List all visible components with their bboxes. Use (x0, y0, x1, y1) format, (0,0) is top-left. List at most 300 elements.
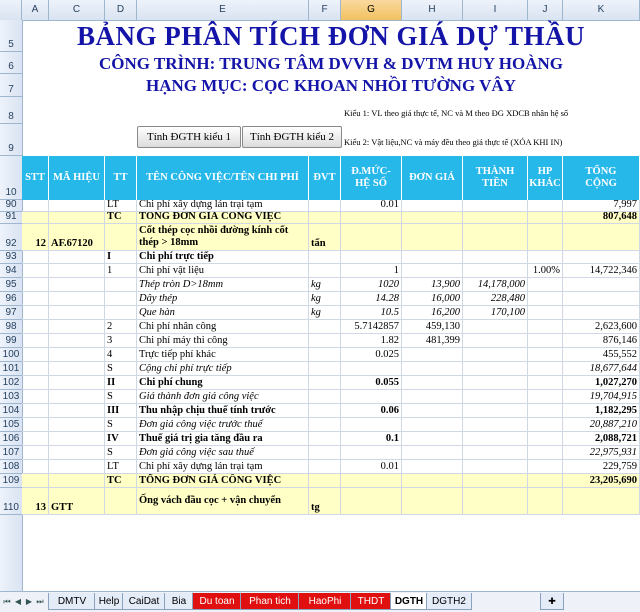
cell-dm[interactable]: 14.28 (341, 292, 402, 306)
cell-tt[interactable] (105, 488, 137, 515)
cell-stt[interactable] (22, 432, 49, 446)
cell-ma[interactable] (49, 432, 105, 446)
cell-tien[interactable]: 228,480 (463, 292, 528, 306)
project-name[interactable]: CÔNG TRÌNH: TRUNG TÂM DVVH & DVTM HUY HOÀNG (98, 54, 564, 73)
cell-ma[interactable] (49, 278, 105, 292)
cell-tong[interactable] (563, 224, 640, 251)
cell-dg[interactable]: 16,200 (402, 306, 463, 320)
cell-dm[interactable] (341, 488, 402, 515)
cell-stt[interactable] (22, 460, 49, 474)
row-header[interactable]: 96 (0, 292, 22, 306)
cell-dg[interactable] (402, 212, 463, 224)
cell-hp[interactable] (528, 278, 563, 292)
row-header[interactable]: 104 (0, 404, 22, 418)
select-all-corner[interactable] (0, 0, 22, 20)
cell-dm[interactable]: 0.025 (341, 348, 402, 362)
cell-tien[interactable] (463, 460, 528, 474)
cell-dvt[interactable]: kg (309, 278, 341, 292)
cell-tt[interactable]: LT (105, 460, 137, 474)
cell-dvt[interactable] (309, 251, 341, 264)
cell-dm[interactable]: 1.82 (341, 334, 402, 348)
cell-tien[interactable]: 170,100 (463, 306, 528, 320)
row-header[interactable]: 9 (0, 124, 22, 156)
cell-name[interactable]: Dây thép (137, 292, 309, 306)
cell-hp[interactable] (528, 404, 563, 418)
table-row (22, 488, 640, 515)
cell-dg[interactable] (402, 446, 463, 460)
cell-dm[interactable]: 0.01 (341, 200, 402, 212)
calc-type2-note[interactable]: Kiểu 2: Vật liệu,NC và máy đều theo giá thực tế (XÓA KHI IN) (344, 137, 563, 147)
cell-tong[interactable] (563, 292, 640, 306)
header-name[interactable]: TÊN CÔNG VIỆC/TÊN CHI PHÍ (137, 156, 309, 200)
cell-hp[interactable] (528, 488, 563, 515)
cell-stt[interactable] (22, 446, 49, 460)
row-header[interactable]: 107 (0, 446, 22, 460)
cell-tien[interactable] (463, 348, 528, 362)
cell-tong[interactable]: 229,759 (563, 460, 640, 474)
cell-stt[interactable] (22, 306, 49, 320)
cell-hp[interactable] (528, 224, 563, 251)
cell-dg[interactable] (402, 264, 463, 278)
cell-dvt[interactable] (309, 362, 341, 376)
cell-name[interactable]: Cốt thép cọc nhồi đường kính cốt thép > 18mm (137, 224, 309, 251)
table-row (22, 264, 640, 278)
cell-dg[interactable] (402, 376, 463, 390)
table-row (22, 460, 640, 474)
cell-dvt[interactable] (309, 432, 341, 446)
cell-tt[interactable]: IV (105, 432, 137, 446)
column-header-bar (0, 0, 640, 21)
header-unit[interactable]: ĐVT (309, 156, 341, 200)
cell-stt[interactable] (22, 200, 49, 212)
cell-dvt[interactable] (309, 348, 341, 362)
cell-tt[interactable] (105, 292, 137, 306)
cell-ma[interactable] (49, 474, 105, 488)
cell-name[interactable]: Trực tiếp phí khác (137, 348, 309, 362)
cell-name[interactable]: Đơn giá công việc trước thuế (137, 418, 309, 432)
cell-tt[interactable] (105, 224, 137, 251)
cell-dvt[interactable] (309, 264, 341, 278)
column-header-a[interactable]: A (22, 0, 49, 20)
cell-tong[interactable]: 20,887,210 (563, 418, 640, 432)
cell-ma[interactable]: AF.67120 (49, 224, 105, 251)
cell-dg[interactable] (402, 432, 463, 446)
cell-tt[interactable]: LT (105, 200, 137, 212)
column-header-d[interactable]: D (105, 0, 137, 20)
table-header (22, 156, 640, 200)
cell-tien[interactable] (463, 200, 528, 212)
cell-ma[interactable] (49, 334, 105, 348)
cell-tien[interactable] (463, 376, 528, 390)
cell-tt[interactable]: II (105, 376, 137, 390)
cell-ma[interactable] (49, 251, 105, 264)
row-header[interactable]: 101 (0, 362, 22, 376)
cell-dm[interactable]: 0.1 (341, 432, 402, 446)
cell-tien[interactable] (463, 488, 528, 515)
row-header[interactable]: 103 (0, 390, 22, 404)
cell-tong[interactable]: 22,975,931 (563, 446, 640, 460)
cell-name[interactable]: Thu nhập chịu thuế tính trước (137, 404, 309, 418)
cell-tt[interactable]: 1 (105, 264, 137, 278)
cell-dg[interactable] (402, 200, 463, 212)
cell-dm[interactable]: 10.5 (341, 306, 402, 320)
cell-tien[interactable] (463, 390, 528, 404)
cell-tien[interactable] (463, 432, 528, 446)
cell-stt[interactable]: 12 (22, 224, 49, 251)
row-header[interactable]: 106 (0, 432, 22, 446)
row-header[interactable]: 93 (0, 251, 22, 264)
header-tt[interactable]: TT (105, 156, 137, 200)
cell-tong[interactable] (563, 251, 640, 264)
cell-ma[interactable] (49, 390, 105, 404)
cell-hp[interactable] (528, 362, 563, 376)
cell-dg[interactable]: 481,399 (402, 334, 463, 348)
cell-stt[interactable] (22, 376, 49, 390)
next-sheet-icon[interactable]: ▶ (25, 597, 33, 606)
row-header[interactable]: 105 (0, 418, 22, 432)
cell-tien[interactable] (463, 320, 528, 334)
cell-dm[interactable] (341, 362, 402, 376)
cell-name[interactable]: Chi phí chung (137, 376, 309, 390)
cell-stt[interactable] (22, 404, 49, 418)
cell-dvt[interactable]: tấn (309, 224, 341, 251)
cell-hp[interactable] (528, 320, 563, 334)
first-sheet-icon[interactable]: ⏮ (3, 597, 11, 606)
cell-hp[interactable] (528, 390, 563, 404)
cell-dg[interactable] (402, 362, 463, 376)
sheet-tab-help[interactable]: Help (94, 593, 124, 610)
cell-dvt[interactable] (309, 200, 341, 212)
row-header[interactable]: 109 (0, 474, 22, 488)
table-row (22, 200, 640, 212)
cell-dm[interactable] (341, 418, 402, 432)
calc-type1-button[interactable]: Tính ĐGTH kiểu 1 (137, 126, 241, 148)
cell-tong[interactable]: 455,552 (563, 348, 640, 362)
cell-stt[interactable]: 13 (22, 488, 49, 515)
cell-dm[interactable] (341, 212, 402, 224)
column-header-h[interactable]: H (402, 0, 463, 20)
cell-name[interactable]: Chi phí vật liệu (137, 264, 309, 278)
row-header[interactable]: 97 (0, 306, 22, 320)
cell-ma[interactable] (49, 264, 105, 278)
cell-tt[interactable]: 2 (105, 320, 137, 334)
cell-tt[interactable] (105, 278, 137, 292)
row-header[interactable]: 99 (0, 334, 22, 348)
row-header[interactable]: 5 (0, 20, 22, 52)
cell-ma[interactable] (49, 362, 105, 376)
row-header[interactable]: 95 (0, 278, 22, 292)
cell-dvt[interactable] (309, 474, 341, 488)
cell-name[interactable]: Giá thành đơn giá công việc (137, 390, 309, 404)
cell-dg[interactable] (402, 224, 463, 251)
cell-dvt[interactable]: tg (309, 488, 341, 515)
cell-name[interactable]: Thuế giá trị gia tăng đầu ra (137, 432, 309, 446)
cell-dm[interactable]: 5.7142857 (341, 320, 402, 334)
cell-tien[interactable] (463, 264, 528, 278)
cell-dvt[interactable] (309, 334, 341, 348)
cell-tien[interactable] (463, 224, 528, 251)
sheet-tab-dmtv[interactable]: DMTV (48, 593, 96, 610)
cell-dvt[interactable]: kg (309, 292, 341, 306)
cell-ma[interactable] (49, 446, 105, 460)
table-row (22, 474, 640, 488)
cell-dg[interactable] (402, 460, 463, 474)
cell-ma[interactable] (49, 404, 105, 418)
cell-ma[interactable] (49, 320, 105, 334)
report-title-area (22, 20, 640, 156)
cell-ma[interactable] (49, 200, 105, 212)
cell-dm[interactable] (341, 474, 402, 488)
cell-tong[interactable]: 1,182,295 (563, 404, 640, 418)
cell-hp[interactable] (528, 200, 563, 212)
cell-dg[interactable]: 459,130 (402, 320, 463, 334)
row-header[interactable]: 10 (0, 156, 22, 200)
header-unit-price[interactable]: ĐƠN GIÁ (402, 156, 463, 200)
column-header-c[interactable]: C (49, 0, 105, 20)
cell-tien[interactable] (463, 212, 528, 224)
table-row (22, 432, 640, 446)
cell-tt[interactable]: III (105, 404, 137, 418)
row-header[interactable]: 94 (0, 264, 22, 278)
cell-tong[interactable]: 876,146 (563, 334, 640, 348)
header-total[interactable]: TỔNG CỘNG (563, 156, 640, 200)
cell-dm[interactable]: 0.06 (341, 404, 402, 418)
table-row (22, 251, 640, 264)
row-header[interactable]: 6 (0, 52, 22, 74)
cell-dm[interactable]: 1020 (341, 278, 402, 292)
cell-name[interactable]: Chi phí máy thi công (137, 334, 309, 348)
column-header-e[interactable]: E (137, 0, 309, 20)
cell-name[interactable]: TỔNG ĐƠN GIÁ CÔNG VIỆC (137, 212, 309, 224)
cell-stt[interactable] (22, 278, 49, 292)
row-header[interactable]: 8 (0, 97, 22, 124)
cell-tt[interactable] (105, 306, 137, 320)
cell-tien[interactable] (463, 251, 528, 264)
cell-stt[interactable] (22, 251, 49, 264)
row-header[interactable]: 91 (0, 212, 22, 224)
cell-hp[interactable] (528, 251, 563, 264)
cell-name[interactable]: Chi phí xây dựng lán trại tạm (137, 460, 309, 474)
cell-name[interactable]: TỔNG ĐƠN GIÁ CÔNG VIỆC (137, 474, 309, 488)
cell-ma[interactable] (49, 348, 105, 362)
row-header[interactable]: 108 (0, 460, 22, 474)
cell-tong[interactable]: 23,205,690 (563, 474, 640, 488)
prev-sheet-icon[interactable]: ◀ (14, 597, 22, 606)
cell-stt[interactable] (22, 474, 49, 488)
cell-hp[interactable]: 1.00% (528, 264, 563, 278)
cell-tt[interactable]: 4 (105, 348, 137, 362)
cell-ma[interactable]: GTT (49, 488, 105, 515)
header-stt[interactable]: STT (22, 156, 49, 200)
cell-stt[interactable] (22, 348, 49, 362)
cell-ma[interactable] (49, 212, 105, 224)
cell-tong[interactable]: 19,704,915 (563, 390, 640, 404)
cell-dg[interactable] (402, 348, 463, 362)
new-sheet-icon[interactable]: ✚ (540, 593, 564, 610)
row-header-bar (0, 20, 23, 591)
cell-tt[interactable]: S (105, 362, 137, 376)
cell-tt[interactable]: S (105, 446, 137, 460)
cell-tt[interactable]: TC (105, 212, 137, 224)
cell-dg[interactable] (402, 474, 463, 488)
cell-hp[interactable] (528, 446, 563, 460)
cell-hp[interactable] (528, 460, 563, 474)
sheet-tab-du-toan[interactable]: Du toan (192, 593, 242, 610)
cell-dvt[interactable]: kg (309, 306, 341, 320)
cell-dvt[interactable] (309, 418, 341, 432)
column-header-i[interactable]: I (463, 0, 528, 20)
cell-tong[interactable]: 2,088,721 (563, 432, 640, 446)
cell-dm[interactable] (341, 224, 402, 251)
cell-hp[interactable] (528, 334, 563, 348)
cell-stt[interactable] (22, 418, 49, 432)
column-header-f[interactable]: F (309, 0, 341, 20)
cell-dg[interactable] (402, 251, 463, 264)
cell-tong[interactable]: 2,623,600 (563, 320, 640, 334)
cell-dvt[interactable] (309, 376, 341, 390)
table-row (22, 390, 640, 404)
cell-dm[interactable]: 0.01 (341, 460, 402, 474)
sheet-tab-haophi[interactable]: HaoPhi (298, 593, 352, 610)
cell-hp[interactable] (528, 212, 563, 224)
cell-hp[interactable] (528, 306, 563, 320)
cell-tong[interactable]: 14,722,346 (563, 264, 640, 278)
cell-stt[interactable] (22, 212, 49, 224)
cell-tien[interactable] (463, 404, 528, 418)
cell-hp[interactable] (528, 418, 563, 432)
header-amount[interactable]: THÀNH TIỀN (463, 156, 528, 200)
calc-type1-note[interactable]: Kiểu 1: VL theo giá thực tế, NC và M theo ĐG XDCB nhân hệ số (344, 108, 569, 118)
sheet-tab-thdt[interactable]: THDT (350, 593, 392, 610)
cell-dvt[interactable] (309, 446, 341, 460)
table-row (22, 404, 640, 418)
cell-name[interactable]: Que hàn (137, 306, 309, 320)
cell-hp[interactable] (528, 432, 563, 446)
cell-ma[interactable] (49, 306, 105, 320)
cell-dm[interactable]: 1 (341, 264, 402, 278)
column-header-j[interactable]: J (528, 0, 563, 20)
cell-tt[interactable]: TC (105, 474, 137, 488)
cell-dvt[interactable] (309, 404, 341, 418)
cell-tong[interactable] (563, 306, 640, 320)
cell-tt[interactable]: 3 (105, 334, 137, 348)
calc-type2-button[interactable]: Tính ĐGTH kiểu 2 (242, 126, 342, 148)
cell-tong[interactable]: 807,648 (563, 212, 640, 224)
cell-tong[interactable] (563, 278, 640, 292)
report-title[interactable]: BẢNG PHÂN TÍCH ĐƠN GIÁ DỰ THẦU (76, 21, 586, 51)
cell-name[interactable]: Cộng chi phí trực tiếp (137, 362, 309, 376)
cell-ma[interactable] (49, 376, 105, 390)
cell-dg[interactable] (402, 418, 463, 432)
cell-tien[interactable] (463, 418, 528, 432)
cell-dvt[interactable] (309, 212, 341, 224)
cell-dg[interactable] (402, 488, 463, 515)
row-header[interactable]: 7 (0, 74, 22, 97)
cell-dvt[interactable] (309, 390, 341, 404)
cell-ma[interactable] (49, 418, 105, 432)
cell-dg[interactable] (402, 390, 463, 404)
cell-dm[interactable] (341, 251, 402, 264)
table-row (22, 278, 640, 292)
row-header[interactable]: 110 (0, 488, 22, 515)
column-header-g[interactable]: G (341, 0, 402, 20)
row-header[interactable]: 90 (0, 200, 22, 212)
cell-hp[interactable] (528, 376, 563, 390)
sheet-tab-dgth2[interactable]: DGTH2 (426, 593, 472, 610)
cell-tong[interactable]: 7,997 (563, 200, 640, 212)
cell-tien[interactable] (463, 334, 528, 348)
cell-dm[interactable]: 0.055 (341, 376, 402, 390)
header-code[interactable]: MÃ HIỆU (49, 156, 105, 200)
cell-dm[interactable] (341, 390, 402, 404)
row-header[interactable]: 98 (0, 320, 22, 334)
cell-dg[interactable]: 16,000 (402, 292, 463, 306)
cell-stt[interactable] (22, 334, 49, 348)
cell-dg[interactable]: 13,900 (402, 278, 463, 292)
cell-tien[interactable] (463, 362, 528, 376)
cell-hp[interactable] (528, 348, 563, 362)
cell-dg[interactable] (402, 404, 463, 418)
sheet-tab-caidat[interactable]: CaiDat (122, 593, 166, 610)
cell-tien[interactable] (463, 446, 528, 460)
last-sheet-icon[interactable]: ⏭ (36, 597, 44, 606)
table-row (22, 292, 640, 306)
cell-stt[interactable] (22, 264, 49, 278)
cell-stt[interactable] (22, 320, 49, 334)
row-header[interactable]: 100 (0, 348, 22, 362)
cell-tt[interactable]: S (105, 390, 137, 404)
cell-hp[interactable] (528, 292, 563, 306)
header-other-cost[interactable]: HP KHÁC (528, 156, 563, 200)
table-row (22, 348, 640, 362)
cell-tt[interactable]: S (105, 418, 137, 432)
cell-tien[interactable] (463, 474, 528, 488)
cell-stt[interactable] (22, 362, 49, 376)
row-header[interactable]: 92 (0, 224, 22, 251)
cell-hp[interactable] (528, 474, 563, 488)
cell-name[interactable]: Ống vách đầu cọc + vận chuyển (137, 488, 309, 515)
cell-name[interactable]: Đơn giá công việc sau thuế (137, 446, 309, 460)
cell-tong[interactable]: 1,027,270 (563, 376, 640, 390)
cell-tien[interactable]: 14,178,000 (463, 278, 528, 292)
cell-tong[interactable]: 18,677,644 (563, 362, 640, 376)
sheet-tab-phan-tich[interactable]: Phan tich (240, 593, 300, 610)
row-header-body (0, 200, 22, 591)
cell-dvt[interactable] (309, 320, 341, 334)
table-row (22, 376, 640, 390)
cell-name[interactable]: Chi phí nhân công (137, 320, 309, 334)
cell-stt[interactable] (22, 292, 49, 306)
cell-tt[interactable]: I (105, 251, 137, 264)
column-header-k[interactable]: K (563, 0, 640, 20)
cell-name[interactable]: Chi phí trực tiếp (137, 251, 309, 264)
cell-name[interactable]: Chi phí xây dựng lán trại tạm (137, 200, 309, 212)
cell-stt[interactable] (22, 390, 49, 404)
cell-ma[interactable] (49, 460, 105, 474)
cell-ma[interactable] (49, 292, 105, 306)
cell-tong[interactable] (563, 488, 640, 515)
sheet-tab-dgth[interactable]: DGTH (390, 593, 428, 610)
work-item-name[interactable]: HẠNG MỤC: CỌC KHOAN NHỒI TƯỜNG VÂY (146, 76, 516, 95)
row-header[interactable]: 102 (0, 376, 22, 390)
table-row (22, 362, 640, 376)
cell-dvt[interactable] (309, 460, 341, 474)
table-row (22, 418, 640, 432)
sheet-tab-bia[interactable]: Bia (164, 593, 194, 610)
cell-dm[interactable] (341, 446, 402, 460)
header-norm[interactable]: Đ.MỨC-HỆ SỐ (341, 156, 402, 200)
cell-name[interactable]: Thép tròn D>18mm (137, 278, 309, 292)
